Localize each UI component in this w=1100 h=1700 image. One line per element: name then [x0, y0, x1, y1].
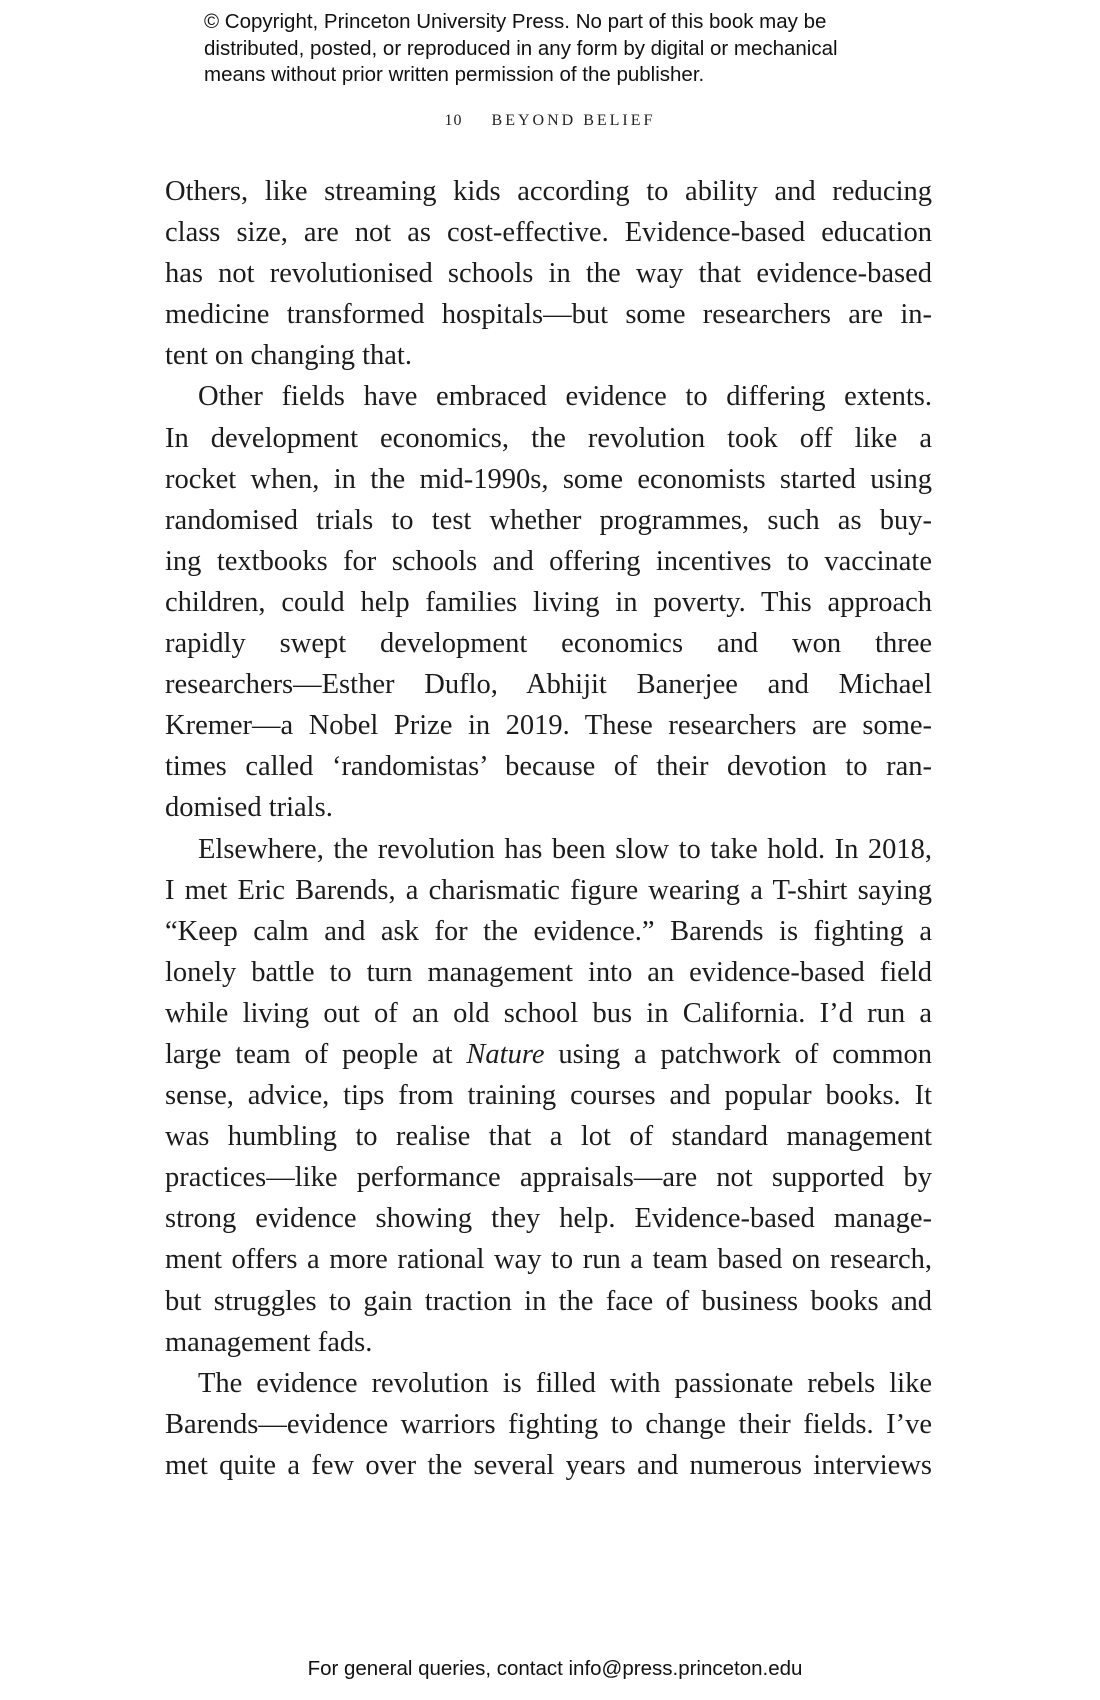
text-line: while living out of an old school bus in California. I’d run a	[165, 997, 932, 1029]
body-text	[165, 171, 932, 1486]
text-line: ing textbooks for schools and offering incentives to vaccinate	[165, 545, 932, 577]
text-line: I met Eric Barends, a charismatic figure wearing a T-shirt saying	[165, 874, 932, 906]
copyright-notice	[204, 9, 924, 89]
text-line: Kremer—a Nobel Prize in 2019. These researchers are some-	[165, 710, 932, 742]
paragraph	[165, 829, 932, 1363]
text-line: management fads.	[165, 1326, 373, 1358]
text-line: researchers—Esther Duflo, Abhijit Banerjee and Michael	[165, 669, 932, 701]
text-line: practices—like performance appraisals—are not supported by	[165, 1162, 932, 1194]
text-line: randomised trials to test whether programmes, such as buy-	[165, 504, 932, 536]
paragraph	[165, 376, 932, 828]
footer-contact	[0, 1657, 1100, 1681]
text-line: Other fields have embraced evidence to differing extents.	[198, 381, 932, 413]
paragraph	[165, 1363, 932, 1486]
text-line: Others, like streaming kids according to ability and reducing	[165, 176, 932, 207]
text-line: times called ‘randomistas’ because of their devotion to ran-	[165, 751, 932, 783]
footer-text: For general queries, contact info@press.princeton.edu	[307, 1657, 803, 1680]
text-line: rocket when, in the mid-1990s, some economists started using	[165, 463, 932, 495]
page-number: 10	[444, 112, 463, 129]
running-head	[0, 112, 1100, 130]
text-line: but struggles to gain traction in the face of business books and	[165, 1285, 932, 1317]
text-line-with-italic	[165, 1034, 932, 1075]
text-line: Elsewhere, the revolution has been slow to take hold. In 2018,	[198, 833, 932, 865]
text-line: The evidence revolution is filled with passionate rebels like	[198, 1367, 932, 1399]
text-segment: using a patchwork of common	[544, 1038, 932, 1070]
text-segment: large team of people at	[165, 1038, 467, 1070]
text-line: In development economics, the revolution took off like a	[165, 422, 932, 454]
text-line: “Keep calm and ask for the evidence.” Barends is fighting a	[165, 915, 932, 947]
copyright-line: means without prior written permission of the publisher.	[204, 63, 705, 86]
text-line: Barends—evidence warriors fighting to change their fields. I’ve	[165, 1408, 932, 1440]
text-line: has not revolutionised schools in the way that evidence-based	[165, 258, 932, 290]
text-line: strong evidence showing they help. Evidence-based manage-	[165, 1203, 932, 1235]
text-line: lonely battle to turn management into an evidence-based field	[165, 956, 932, 988]
copyright-line: © Copyright, Princeton University Press. No part of this book may be	[204, 10, 827, 33]
italic-publication-name: Nature	[466, 1038, 545, 1070]
text-line: tent on changing that.	[165, 340, 412, 372]
text-line: medicine transformed hospitals—but some researchers are in-	[165, 299, 932, 331]
text-line: domised trials.	[165, 792, 333, 824]
text-line: ment offers a more rational way to run a team based on research,	[165, 1244, 932, 1276]
paragraph	[165, 171, 932, 376]
text-line: was humbling to realise that a lot of standard management	[165, 1121, 932, 1153]
text-line: class size, are not as cost-effective. Evidence-based education	[165, 217, 932, 249]
text-line: sense, advice, tips from training courses and popular books. It	[165, 1080, 932, 1112]
text-line: children, could help families living in poverty. This approach	[165, 586, 932, 618]
copyright-line: distributed, posted, or reproduced in any form by digital or mechanical	[204, 36, 838, 60]
book-title: BEYOND BELIEF	[491, 112, 656, 129]
text-line: met quite a few over the several years and numerous interviews	[165, 1449, 932, 1481]
text-line: rapidly swept development economics and won three	[165, 628, 932, 660]
